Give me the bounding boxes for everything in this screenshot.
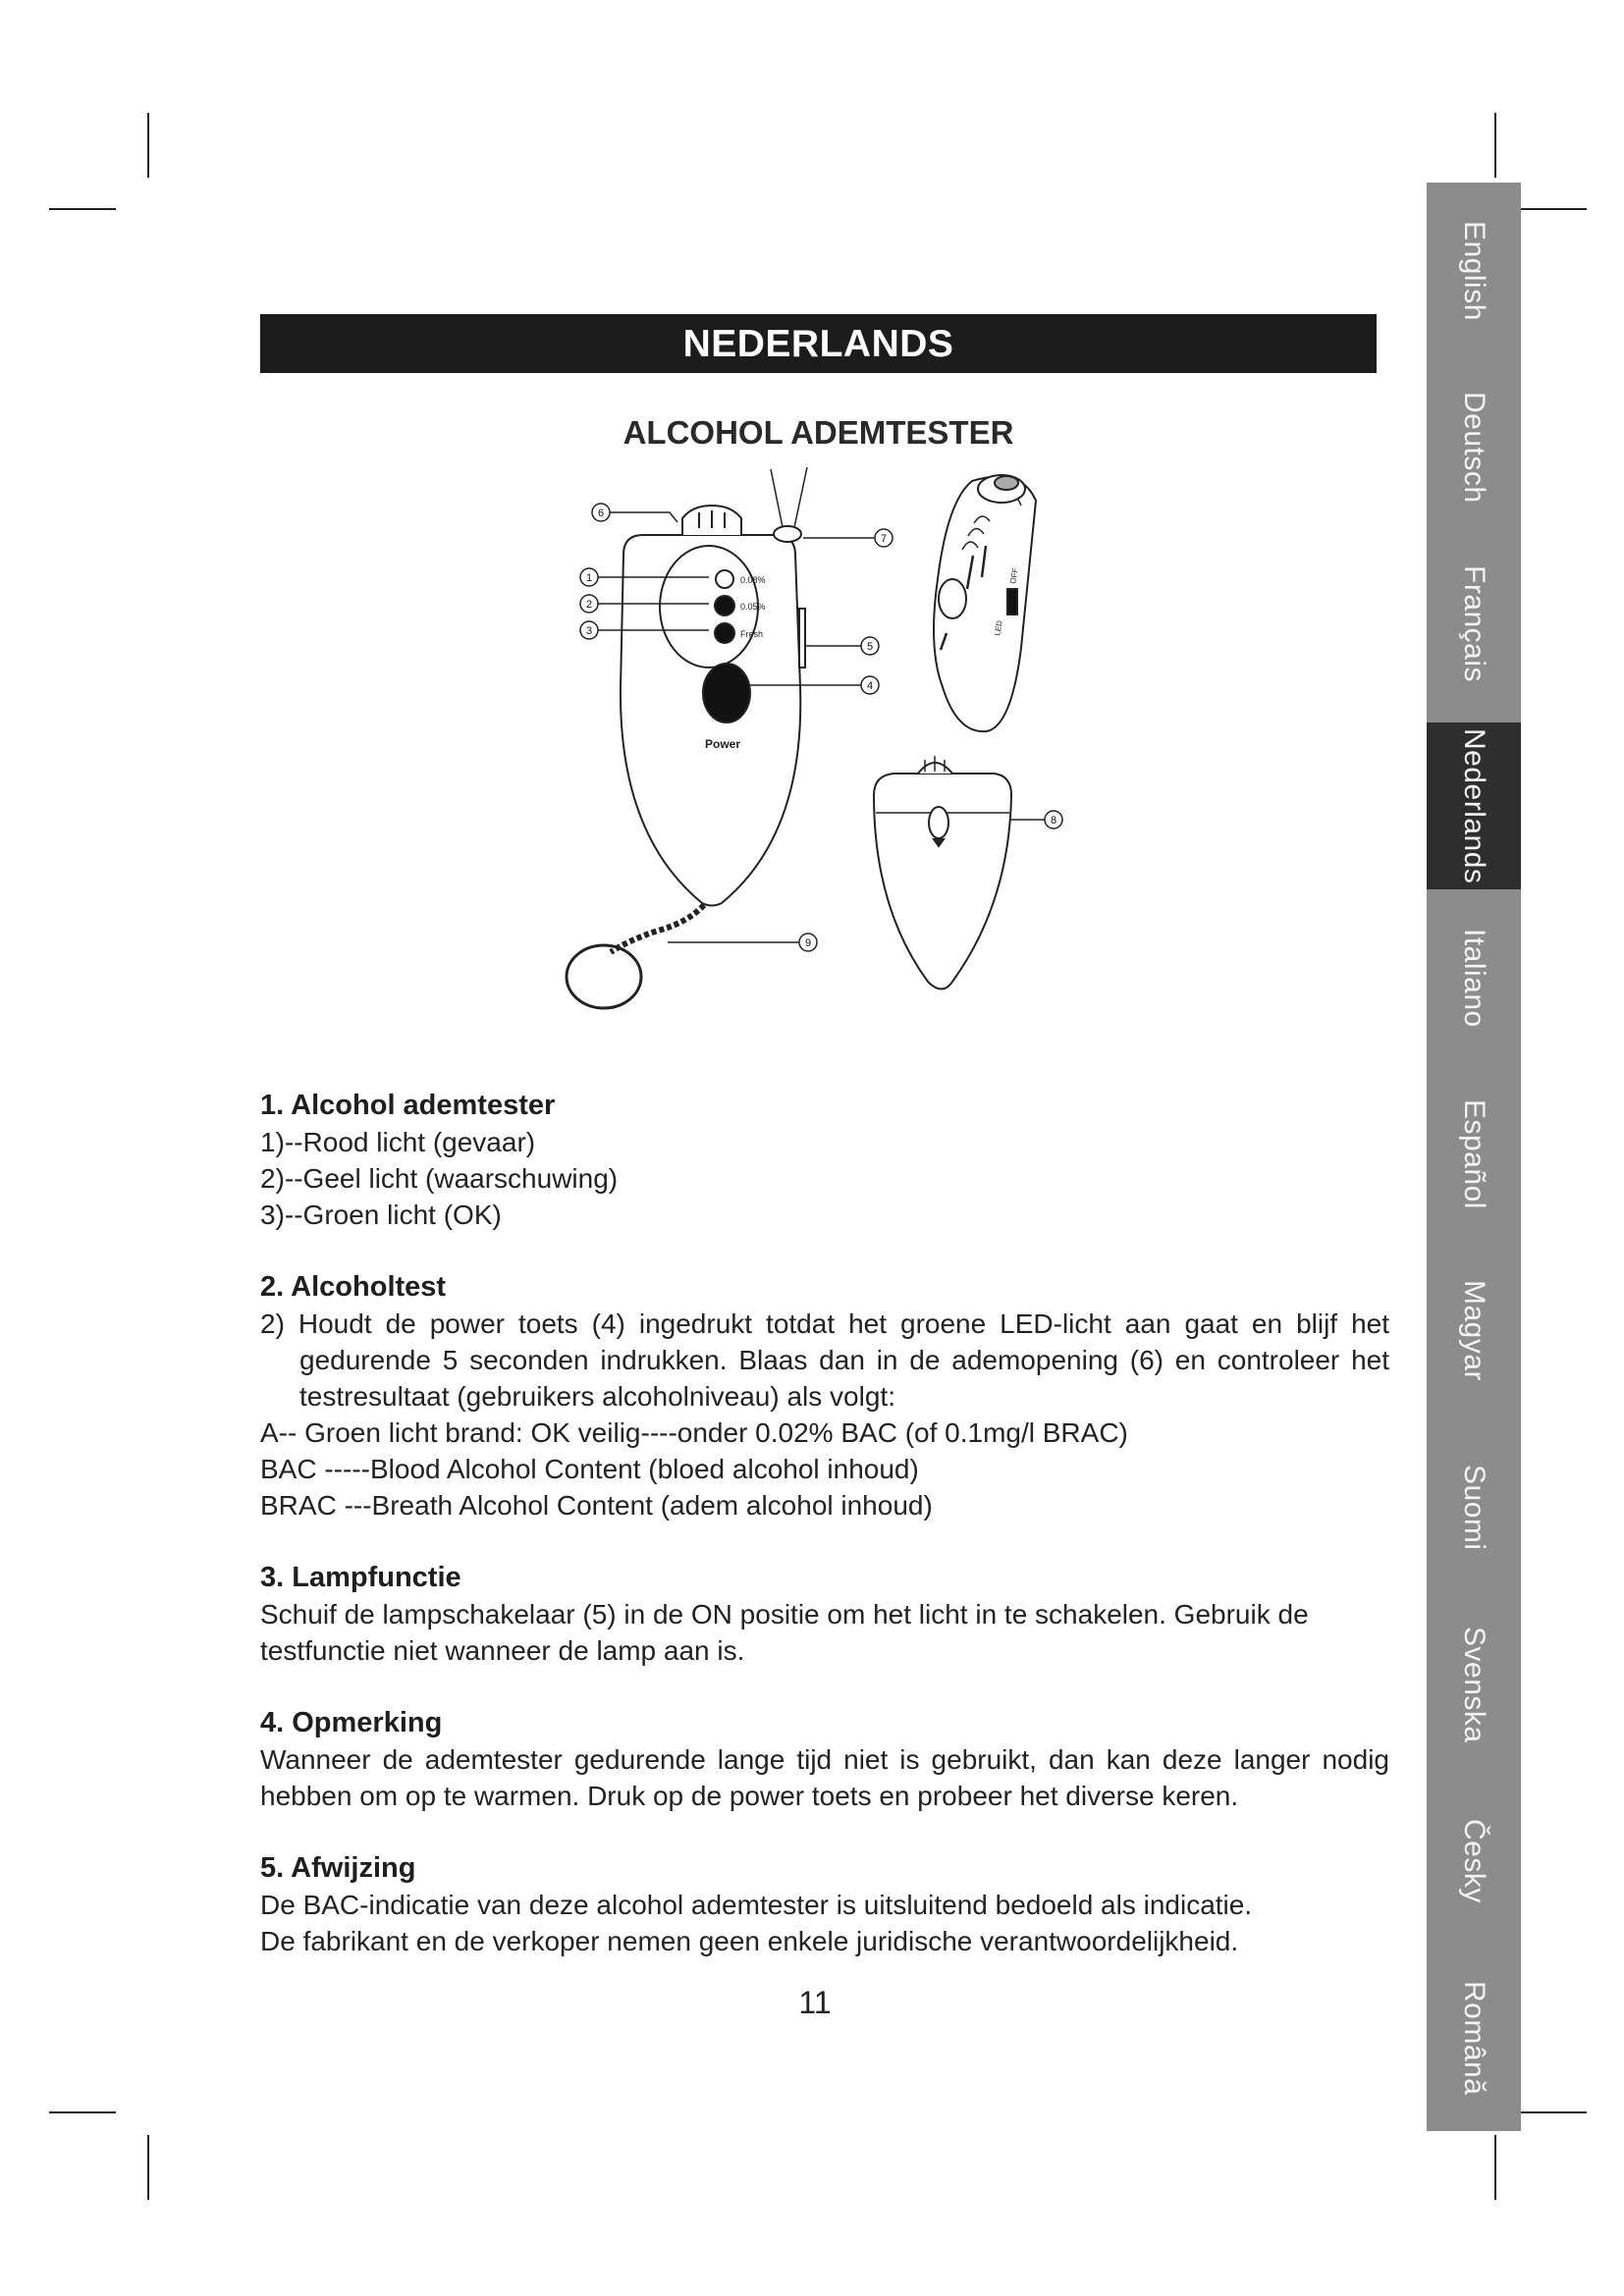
tab-english[interactable]: [1427, 183, 1521, 359]
tab-francais[interactable]: [1427, 536, 1521, 713]
crop-mark: [1494, 113, 1496, 178]
crop-mark: [147, 2135, 149, 2200]
language-bar: NEDERLANDS: [260, 314, 1377, 373]
tab-label: English: [1458, 221, 1490, 321]
tab-magyar[interactable]: [1427, 1243, 1521, 1419]
power-label: Power: [705, 737, 741, 751]
crop-mark: [1520, 208, 1587, 210]
crop-mark: [147, 113, 149, 178]
callout-number: 2: [585, 599, 593, 611]
callout-number: 6: [597, 507, 605, 519]
tab-svenska[interactable]: [1427, 1596, 1521, 1773]
callout-number: 4: [866, 680, 874, 692]
tab-nederlands[interactable]: [1427, 722, 1521, 889]
tab-espanol[interactable]: [1427, 1066, 1521, 1243]
callout-number: 3: [585, 625, 593, 637]
callout-number: 5: [866, 641, 874, 653]
section-alcohol-test: [260, 1269, 1389, 1523]
page-number: 11: [798, 1985, 832, 2020]
tab-deutsch[interactable]: [1427, 359, 1521, 536]
tab-romana[interactable]: [1427, 1949, 1521, 2126]
breathalyzer-illustration: [550, 461, 1100, 1031]
section-disclaimer: [260, 1850, 1389, 1959]
language-tabs: [1427, 183, 1521, 2131]
crop-mark: [1494, 2135, 1496, 2200]
text-line: De BAC-indicatie van deze alcohol ademtester is uitsluitend bedoeld als indicatie.: [260, 1890, 1253, 1920]
crop-mark: [49, 208, 116, 210]
document-title: ALCOHOL ADEMTESTER: [623, 414, 1014, 451]
text-line: A-- Groen licht brand: OK veilig----onder 0.02% BAC (of 0.1mg/l BRAC): [260, 1417, 1128, 1448]
tab-italiano[interactable]: [1427, 889, 1521, 1066]
tab-label: Italiano: [1458, 928, 1490, 1028]
section-lamp-function: [260, 1560, 1389, 1669]
side-label: LED: [993, 619, 1004, 637]
tab-label: Română: [1458, 1980, 1490, 2096]
led-label: 0.05%: [740, 602, 766, 612]
tab-label: Suomi: [1458, 1465, 1490, 1551]
text-line: 1)--Rood licht (gevaar): [260, 1127, 536, 1157]
section-alcohol-tester: [260, 1088, 1389, 1233]
body-content: [260, 1088, 1389, 1996]
led-label: 0.08%: [740, 575, 766, 585]
text-line: 3)--Groen licht (OK): [260, 1200, 502, 1230]
tab-label: Español: [1458, 1099, 1490, 1209]
led-label: Fresh: [740, 629, 764, 639]
callout-number: 8: [1050, 815, 1057, 827]
section-heading: 3. Lampfunctie: [260, 1562, 461, 1593]
crop-mark: [49, 2111, 116, 2113]
tab-label: Français: [1458, 565, 1490, 683]
section-heading: 2. Alcoholtest: [260, 1271, 447, 1303]
text-paragraph: Wanneer de ademtester gedurende lange tijd niet is gebruikt, dan kan deze langer nodig hebben om op te warmen. Druk op de power toets en probeer het diverse keren.: [260, 1744, 1389, 1811]
tab-suomi[interactable]: [1427, 1419, 1521, 1596]
section-heading: 5. Afwijzing: [260, 1852, 416, 1884]
tab-label: Česky: [1458, 1819, 1490, 1903]
tab-label: Deutsch: [1458, 392, 1490, 504]
callout-number: 7: [880, 533, 888, 545]
text-paragraph: 2) Houdt de power toets (4) ingedrukt totdat het groene LED-licht aan gaat en blijf het gedurende 5 seconden indrukken. Blaas dan in de ademopening (6) en controleer het testresultaat (gebruikers alcoholniveau) als volgt:: [260, 1308, 1389, 1412]
section-heading: 4. Opmerking: [260, 1707, 443, 1738]
tab-label: Nederlands: [1458, 727, 1490, 884]
tab-label: Magyar: [1458, 1280, 1490, 1382]
callout-number: 9: [804, 937, 812, 949]
text-line: 2)--Geel licht (waarschuwing): [260, 1163, 619, 1194]
section-heading: 1. Alcohol ademtester: [260, 1090, 556, 1121]
text-paragraph: Schuif de lampschakelaar (5) in de ON positie om het licht in te schakelen. Gebruik de testfunctie niet wanneer de lamp aan is.: [260, 1599, 1309, 1666]
tab-cesky[interactable]: [1427, 1773, 1521, 1949]
text-line: BRAC ---Breath Alcohol Content (adem alcohol inhoud): [260, 1490, 933, 1521]
text-line: BAC -----Blood Alcohol Content (bloed alcohol inhoud): [260, 1454, 919, 1484]
section-remark: [260, 1705, 1389, 1814]
crop-mark: [1520, 2111, 1587, 2113]
tab-label: Svenska: [1458, 1626, 1490, 1743]
callout-number: 1: [585, 572, 593, 584]
side-label: OFF: [1008, 567, 1020, 585]
text-line: De fabrikant en de verkoper nemen geen enkele juridische verantwoordelijkheid.: [260, 1926, 1239, 1956]
